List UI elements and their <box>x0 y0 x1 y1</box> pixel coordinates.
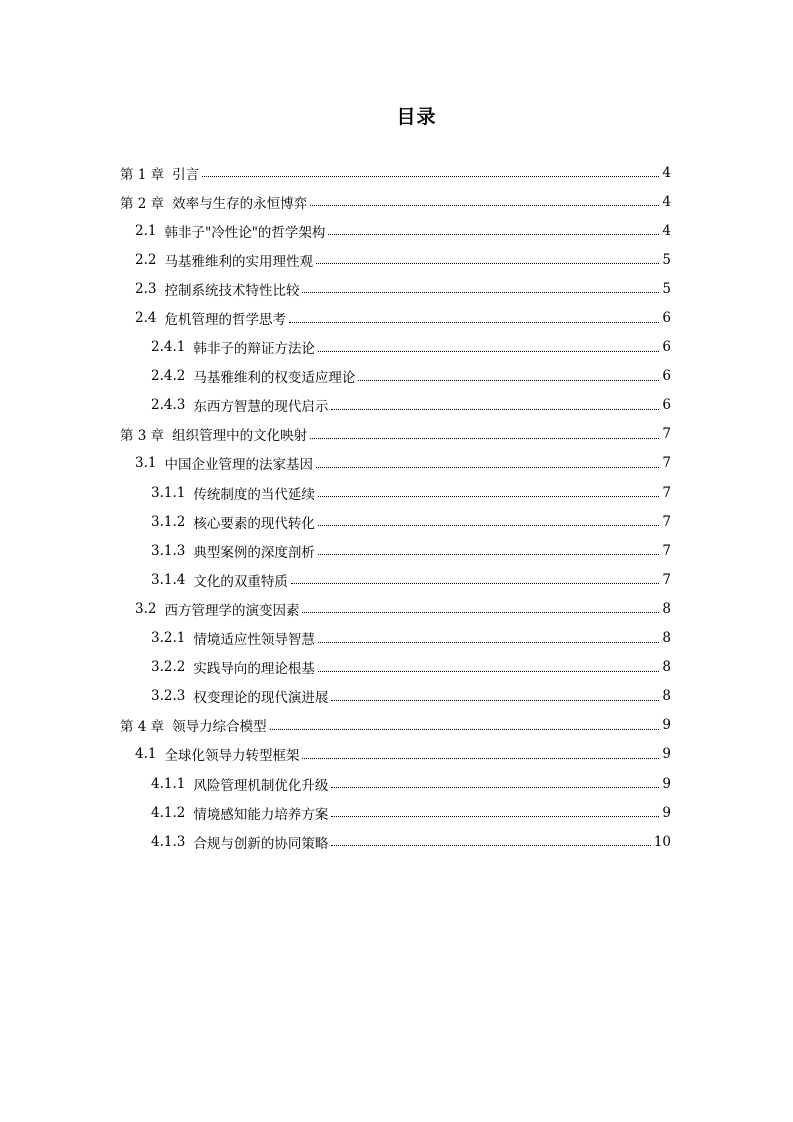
toc-dot-leader <box>302 612 659 613</box>
toc-entry[interactable] <box>0 624 793 653</box>
toc-dot-leader <box>270 729 660 730</box>
toc-entry-page-number: 9 <box>662 775 671 792</box>
toc-entry-title: 韩非子"冷性论"的哲学架构 <box>164 224 326 241</box>
toc-entry[interactable] <box>0 245 793 274</box>
toc-entry-page-number: 4 <box>662 193 671 210</box>
toc-entry-number: 3.1 <box>135 455 157 472</box>
toc-entry[interactable] <box>0 682 793 711</box>
toc-entry[interactable] <box>0 420 793 449</box>
toc-entry-title: 情境感知能力培养方案 <box>193 806 329 823</box>
toc-entry-page-number: 7 <box>662 513 671 530</box>
toc-dot-leader <box>318 671 660 672</box>
toc-entry-title: 马基雅维利的实用理性观 <box>164 253 313 270</box>
toc-entry[interactable] <box>0 740 793 769</box>
toc-entry-page-number: 7 <box>662 571 671 588</box>
toc-entry[interactable] <box>0 274 793 303</box>
toc-entry-title: 典型案例的深度剖析 <box>193 544 315 561</box>
toc-entry-number: 2.4 <box>135 310 157 327</box>
toc-entry-number: 3.2.3 <box>151 688 186 705</box>
toc-entry-page-number: 4 <box>662 164 671 181</box>
toc-entry-number: 4.1.1 <box>151 775 186 792</box>
toc-entry[interactable] <box>0 303 793 332</box>
toc-entry-number: 3.1.3 <box>151 542 186 559</box>
toc-entry-title: 传统制度的当代延续 <box>193 486 315 503</box>
toc-entry-page-number: 7 <box>662 426 671 443</box>
toc-dot-leader <box>202 176 659 177</box>
toc-entry-number: 3.2.2 <box>151 659 186 676</box>
toc-title: 目录 <box>396 106 437 128</box>
toc-dot-leader <box>302 292 659 293</box>
toc-entry-page-number: 9 <box>662 717 671 734</box>
toc-entry-number: 3.1.4 <box>151 571 186 588</box>
toc-entry-title: 东西方智慧的现代启示 <box>193 399 329 416</box>
toc-dot-leader <box>331 816 659 817</box>
toc-entry-title: 文化的双重特质 <box>193 573 288 590</box>
toc-entry-number: 3.1.2 <box>151 513 186 530</box>
toc-entry-title: 领导力综合模型 <box>172 719 267 736</box>
toc-entry-number: 3.1.1 <box>151 484 186 501</box>
toc-dot-leader <box>331 787 659 788</box>
toc-entry[interactable] <box>0 216 793 245</box>
toc-entry-page-number: 8 <box>662 600 671 617</box>
toc-entry[interactable] <box>0 158 793 187</box>
toc-entry[interactable] <box>0 769 793 798</box>
toc-entry-page-number: 10 <box>653 833 671 850</box>
toc-entry-page-number: 6 <box>662 368 671 385</box>
toc-entry-page-number: 8 <box>662 659 671 676</box>
toc-entry[interactable] <box>0 478 793 507</box>
toc-entry[interactable] <box>0 362 793 391</box>
toc-entry-title: 危机管理的哲学思考 <box>164 312 286 329</box>
toc-entry-title: 权变理论的现代演进展 <box>193 690 329 707</box>
toc-entry-title: 风险管理机制优化升级 <box>193 777 329 794</box>
toc-dot-leader <box>331 845 650 846</box>
toc-entry-title: 中国企业管理的法家基因 <box>164 457 313 474</box>
toc-dot-leader <box>318 525 660 526</box>
toc-entry[interactable] <box>0 507 793 536</box>
toc-dot-leader <box>318 496 660 497</box>
toc-entry-number: 2.4.2 <box>151 368 186 385</box>
toc-dot-leader <box>318 642 660 643</box>
toc-dot-leader <box>318 351 660 352</box>
toc-entry[interactable] <box>0 594 793 623</box>
toc-entry-page-number: 6 <box>662 339 671 356</box>
toc-entry-number: 2.4.1 <box>151 339 186 356</box>
toc-entry-number: 第 4 章 <box>120 719 165 736</box>
toc-dot-leader <box>310 438 659 439</box>
toc-entry-number: 2.1 <box>135 222 157 239</box>
toc-dot-leader <box>318 554 660 555</box>
toc-entry[interactable] <box>0 333 793 362</box>
toc-entry-number: 2.2 <box>135 251 157 268</box>
toc-entry-number: 第 1 章 <box>120 166 165 183</box>
toc-entry-page-number: 8 <box>662 688 671 705</box>
toc-entry-title: 组织管理中的文化映射 <box>172 428 308 445</box>
toc-entry-page-number: 9 <box>662 804 671 821</box>
toc-entry-number: 2.4.3 <box>151 397 186 414</box>
toc-entry-page-number: 5 <box>662 251 671 268</box>
toc-entry-title: 情境适应性领导智慧 <box>193 632 315 649</box>
toc-entry-title: 西方管理学的演变因素 <box>164 602 300 619</box>
toc-entry-page-number: 7 <box>662 542 671 559</box>
toc-dot-leader <box>328 234 659 235</box>
toc-entry[interactable] <box>0 187 793 216</box>
toc-entry-page-number: 6 <box>662 397 671 414</box>
toc-entry-page-number: 9 <box>662 746 671 763</box>
toc-entry-number: 4.1.3 <box>151 833 186 850</box>
toc-dot-leader <box>289 322 659 323</box>
toc-entry-title: 马基雅维利的权变适应理论 <box>193 370 356 387</box>
toc-entry[interactable] <box>0 798 793 827</box>
toc-entry-number: 第 2 章 <box>120 195 165 212</box>
toc-entry-number: 4.1.2 <box>151 804 186 821</box>
toc-entry[interactable] <box>0 391 793 420</box>
toc-dot-leader <box>310 205 659 206</box>
toc-dot-leader <box>316 467 659 468</box>
toc-entry-page-number: 7 <box>662 455 671 472</box>
toc-entry-title: 实践导向的理论根基 <box>193 661 315 678</box>
toc-entry[interactable] <box>0 653 793 682</box>
toc-entry-title: 控制系统技术特性比较 <box>164 282 300 299</box>
toc-entry-title: 全球化领导力转型框架 <box>164 748 300 765</box>
toc-entry[interactable] <box>0 449 793 478</box>
toc-dot-leader <box>316 263 659 264</box>
toc-dot-leader <box>302 758 659 759</box>
toc-entry-page-number: 6 <box>662 310 671 327</box>
toc-entry[interactable] <box>0 536 793 565</box>
toc-entry-number: 第 3 章 <box>120 428 165 445</box>
toc-entry-number: 2.3 <box>135 280 157 297</box>
toc-entry-title: 核心要素的现代转化 <box>193 515 315 532</box>
toc-dot-leader <box>331 409 659 410</box>
toc-entry-title: 合规与创新的协同策略 <box>193 835 329 852</box>
toc-entry[interactable] <box>0 827 793 856</box>
toc-entry-page-number: 5 <box>662 280 671 297</box>
toc-entry-page-number: 8 <box>662 630 671 647</box>
toc-dot-leader <box>331 700 659 701</box>
toc-entry-page-number: 4 <box>662 222 671 239</box>
toc-entry-page-number: 7 <box>662 484 671 501</box>
toc-entry-number: 3.2.1 <box>151 630 186 647</box>
toc-entry-title: 效率与生存的永恒博弈 <box>172 195 308 212</box>
toc-entry-number: 4.1 <box>135 746 157 763</box>
toc-entry-number: 3.2 <box>135 600 157 617</box>
toc-entry[interactable] <box>0 565 793 594</box>
toc-list <box>0 158 793 856</box>
toc-entry-title: 韩非子的辩证方法论 <box>193 341 315 358</box>
toc-dot-leader <box>291 583 660 584</box>
toc-entry[interactable] <box>0 711 793 740</box>
toc-dot-leader <box>358 380 659 381</box>
toc-entry-title: 引言 <box>172 166 200 183</box>
